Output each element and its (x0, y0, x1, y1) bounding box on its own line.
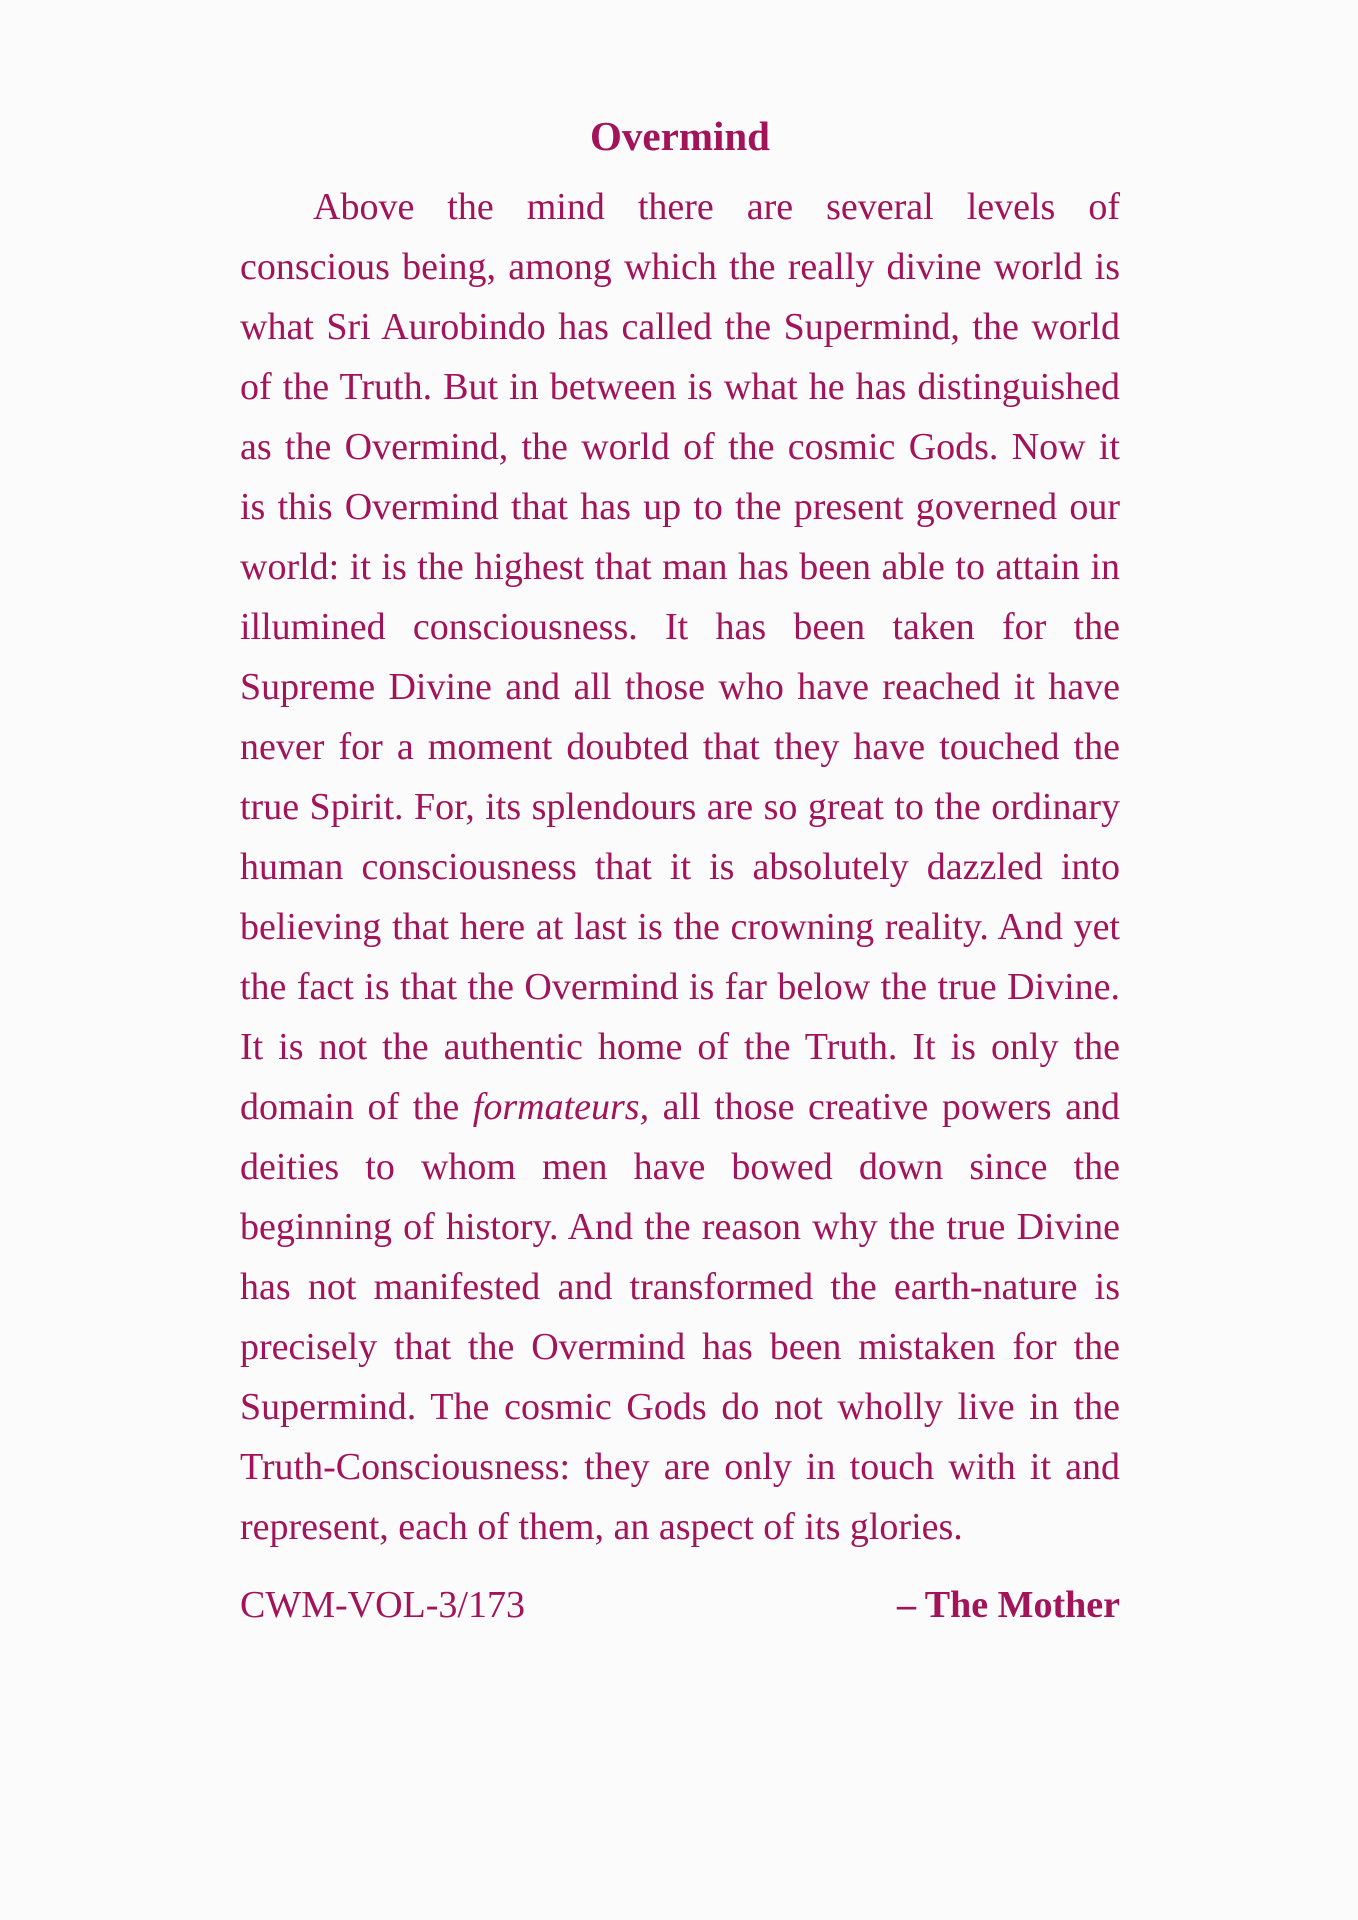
quote-line: what Sri Aurobindo has called the Supermind, the world (240, 306, 1120, 348)
text-block (240, 111, 1120, 1635)
quote-body (240, 177, 1120, 1557)
page-title: Overmind (590, 113, 770, 159)
quote-line: It is not the authentic home of the Truth. It is only the (240, 1026, 1120, 1068)
quote-line: domain of the formateurs, all those creative powers and (240, 1086, 1121, 1128)
quote-line: Supermind. The cosmic Gods do not wholly live in the (240, 1386, 1120, 1428)
quote-line: never for a moment doubted that they have touched the (240, 726, 1120, 768)
quote-line: illumined consciousness. It has been taken for the (240, 606, 1120, 648)
quote-line: has not manifested and transformed the earth-nature is (240, 1266, 1120, 1308)
attribution-label: – The Mother (896, 1584, 1120, 1626)
quote-line: as the Overmind, the world of the cosmic Gods. Now it (240, 426, 1120, 468)
quote-line: true Spirit. For, its splendours are so great to the ordinary (240, 786, 1120, 828)
quote-line: the fact is that the Overmind is far below the true Divine. (240, 966, 1120, 1008)
quote-line: Above the mind there are several levels of (313, 186, 1120, 228)
footer-row (240, 1575, 1120, 1635)
quote-line: of the Truth. But in between is what he has distinguished (240, 366, 1120, 408)
quote-line: represent, each of them, an aspect of its glories. (240, 1506, 963, 1548)
quote-line: world: it is the highest that man has been able to attain in (240, 546, 1120, 588)
quote-line: believing that here at last is the crowning reality. And yet (240, 906, 1120, 948)
quote-line: human consciousness that it is absolutely dazzled into (240, 846, 1120, 888)
citation-label: CWM-VOL-3/173 (240, 1584, 525, 1626)
quote-line: conscious being, among which the really divine world is (240, 246, 1120, 288)
quote-line: beginning of history. And the reason why the true Divine (240, 1206, 1120, 1248)
quote-line: Truth-Consciousness: they are only in touch with it and (240, 1446, 1120, 1488)
quote-line: is this Overmind that has up to the present governed our (240, 486, 1120, 528)
quote-line: Supreme Divine and all those who have reached it have (240, 666, 1120, 708)
quote-line: precisely that the Overmind has been mistaken for the (240, 1326, 1120, 1368)
italic-text: formateurs, (472, 1086, 650, 1128)
quote-line: deities to whom men have bowed down since the (240, 1146, 1120, 1188)
